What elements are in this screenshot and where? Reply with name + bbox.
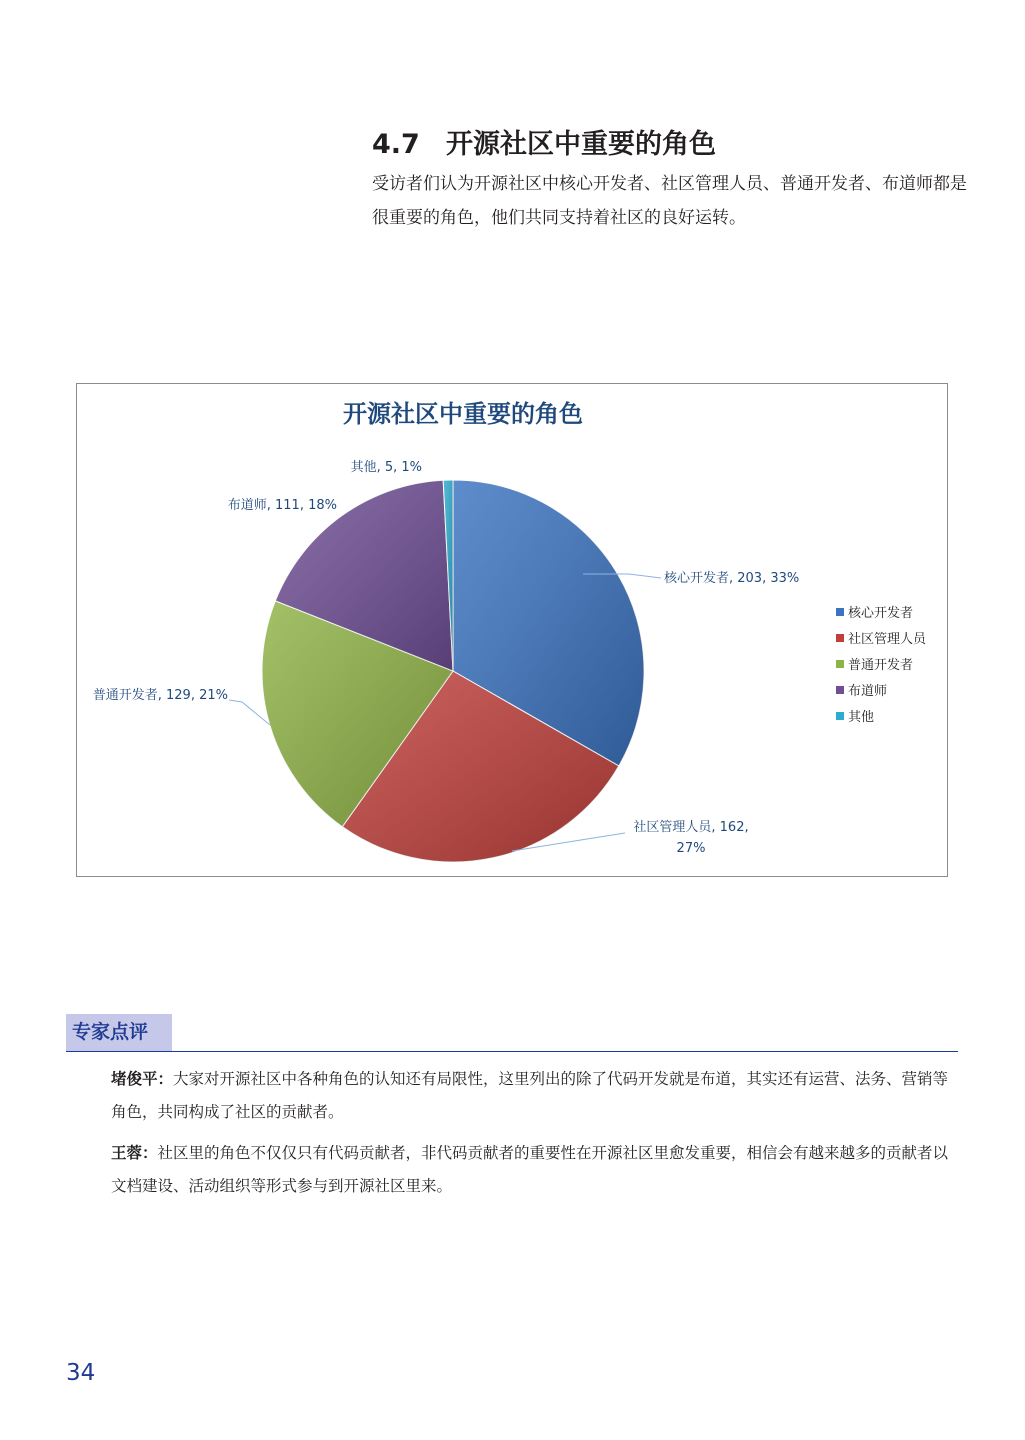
legend-entry-3: 普通开发者: [848, 658, 914, 673]
expert-comment: [111, 1063, 961, 1129]
label-leader-3: [229, 700, 270, 725]
data-label-2: 27%: [676, 841, 706, 856]
comment-author: 王蓉：: [111, 1144, 158, 1162]
section-title: 开源社区中重要的角色: [446, 129, 716, 160]
pie-slices: [262, 480, 644, 862]
pie-chart: [76, 383, 948, 877]
legend-entry-1: 核心开发者: [848, 606, 914, 621]
section-intro: 受访者们认为开源社区中核心开发者、社区管理人员、普通开发者、布道师都是很重要的角色，他们共同支持着社区的良好运转。: [372, 174, 967, 228]
data-label-4: 布道师, 111, 18%: [227, 498, 337, 513]
data-label-5: 其他, 5, 1%: [350, 460, 422, 475]
data-label-2: 社区管理人员, 162,: [633, 820, 749, 835]
expert-review-divider: [66, 1051, 958, 1052]
pie-chart-canvas: [77, 384, 949, 878]
chart-legend: [836, 605, 927, 725]
data-label-1: 核心开发者, 203, 33%: [664, 571, 800, 586]
legend-swatch-1: [836, 608, 844, 616]
legend-swatch-3: [836, 660, 844, 668]
legend-entry-4: 布道师: [848, 684, 888, 699]
chart-title: 开源社区中重要的角色: [343, 400, 583, 428]
data-label-3: 普通开发者, 129, 21%: [92, 688, 228, 703]
comment-text: 社区里的角色不仅仅只有代码贡献者，非代码贡献者的重要性在开源社区里愈发重要，相信会有越来越多的贡献者以文档建设、活动组织等形式参与到开源社区里来。: [111, 1144, 949, 1195]
legend-entry-5: 其他: [848, 710, 875, 725]
section-number: 4.7: [372, 129, 420, 160]
legend-swatch-5: [836, 712, 844, 720]
expert-comment: [111, 1137, 961, 1203]
legend-swatch-4: [836, 686, 844, 694]
comment-text: 大家对开源社区中各种角色的认知还有局限性，这里列出的除了代码开发就是布道，其实还有运营、法务、营销等角色，共同构成了社区的贡献者。: [111, 1070, 949, 1121]
comment-author: 堵俊平：: [111, 1070, 174, 1088]
legend-entry-2: 社区管理人员: [848, 632, 927, 647]
expert-review-heading: 专家点评: [66, 1014, 172, 1051]
legend-swatch-2: [836, 634, 844, 642]
section-heading: [372, 122, 716, 161]
page-number: 34: [66, 1360, 96, 1386]
